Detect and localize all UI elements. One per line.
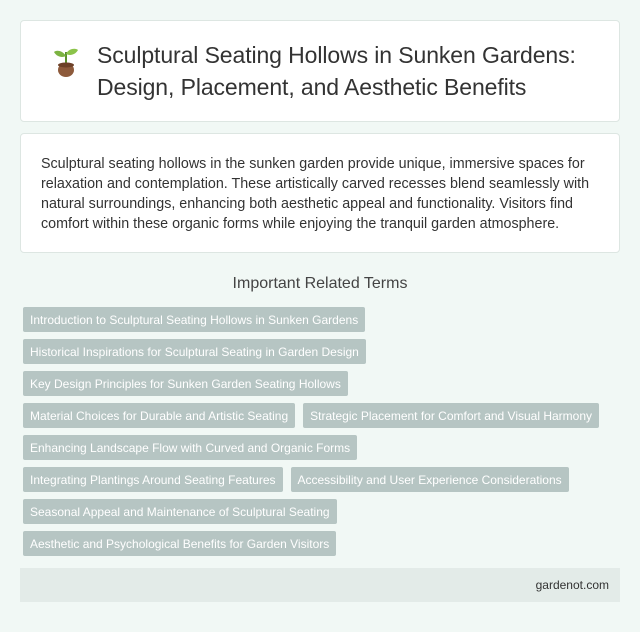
- related-terms-list: [20, 307, 620, 563]
- related-term-tag[interactable]: Enhancing Landscape Flow with Curved and Organic Forms: [23, 435, 357, 460]
- sprout-icon: [51, 46, 81, 78]
- page-title: Sculptural Seating Hollows in Sunken Gardens: Design, Placement, and Aesthetic Benefits: [97, 42, 576, 100]
- footer: [20, 568, 620, 602]
- intro-card: [20, 133, 620, 253]
- related-terms-heading: Important Related Terms: [232, 275, 408, 292]
- related-term-tag[interactable]: Aesthetic and Psychological Benefits for Garden Visitors: [23, 531, 336, 556]
- related-term-tag[interactable]: Historical Inspirations for Sculptural Seating in Garden Design: [23, 339, 366, 364]
- related-term-tag[interactable]: Accessibility and User Experience Considerations: [291, 467, 569, 492]
- intro-paragraph: Sculptural seating hollows in the sunken garden provide unique, immersive spaces for relaxation and contemplation. These artistically carved recesses blend seamlessly with natural surroundings, enhancing both aesthetic appeal and functionality. Visitors find comfort within these organic forms while enjoying the tranquil garden atmosphere.: [41, 156, 590, 232]
- related-term-tag[interactable]: Material Choices for Durable and Artistic Seating: [23, 403, 295, 428]
- related-term-tag[interactable]: Introduction to Sculptural Seating Hollows in Sunken Gardens: [23, 307, 365, 332]
- related-term-tag[interactable]: Strategic Placement for Comfort and Visual Harmony: [303, 403, 599, 428]
- related-term-tag[interactable]: Key Design Principles for Sunken Garden Seating Hollows: [23, 371, 348, 396]
- related-term-tag[interactable]: Seasonal Appeal and Maintenance of Sculptural Seating: [23, 499, 337, 524]
- title-card: [20, 20, 620, 122]
- related-term-tag[interactable]: Integrating Plantings Around Seating Features: [23, 467, 283, 492]
- footer-site-link[interactable]: gardenot.com: [535, 578, 609, 592]
